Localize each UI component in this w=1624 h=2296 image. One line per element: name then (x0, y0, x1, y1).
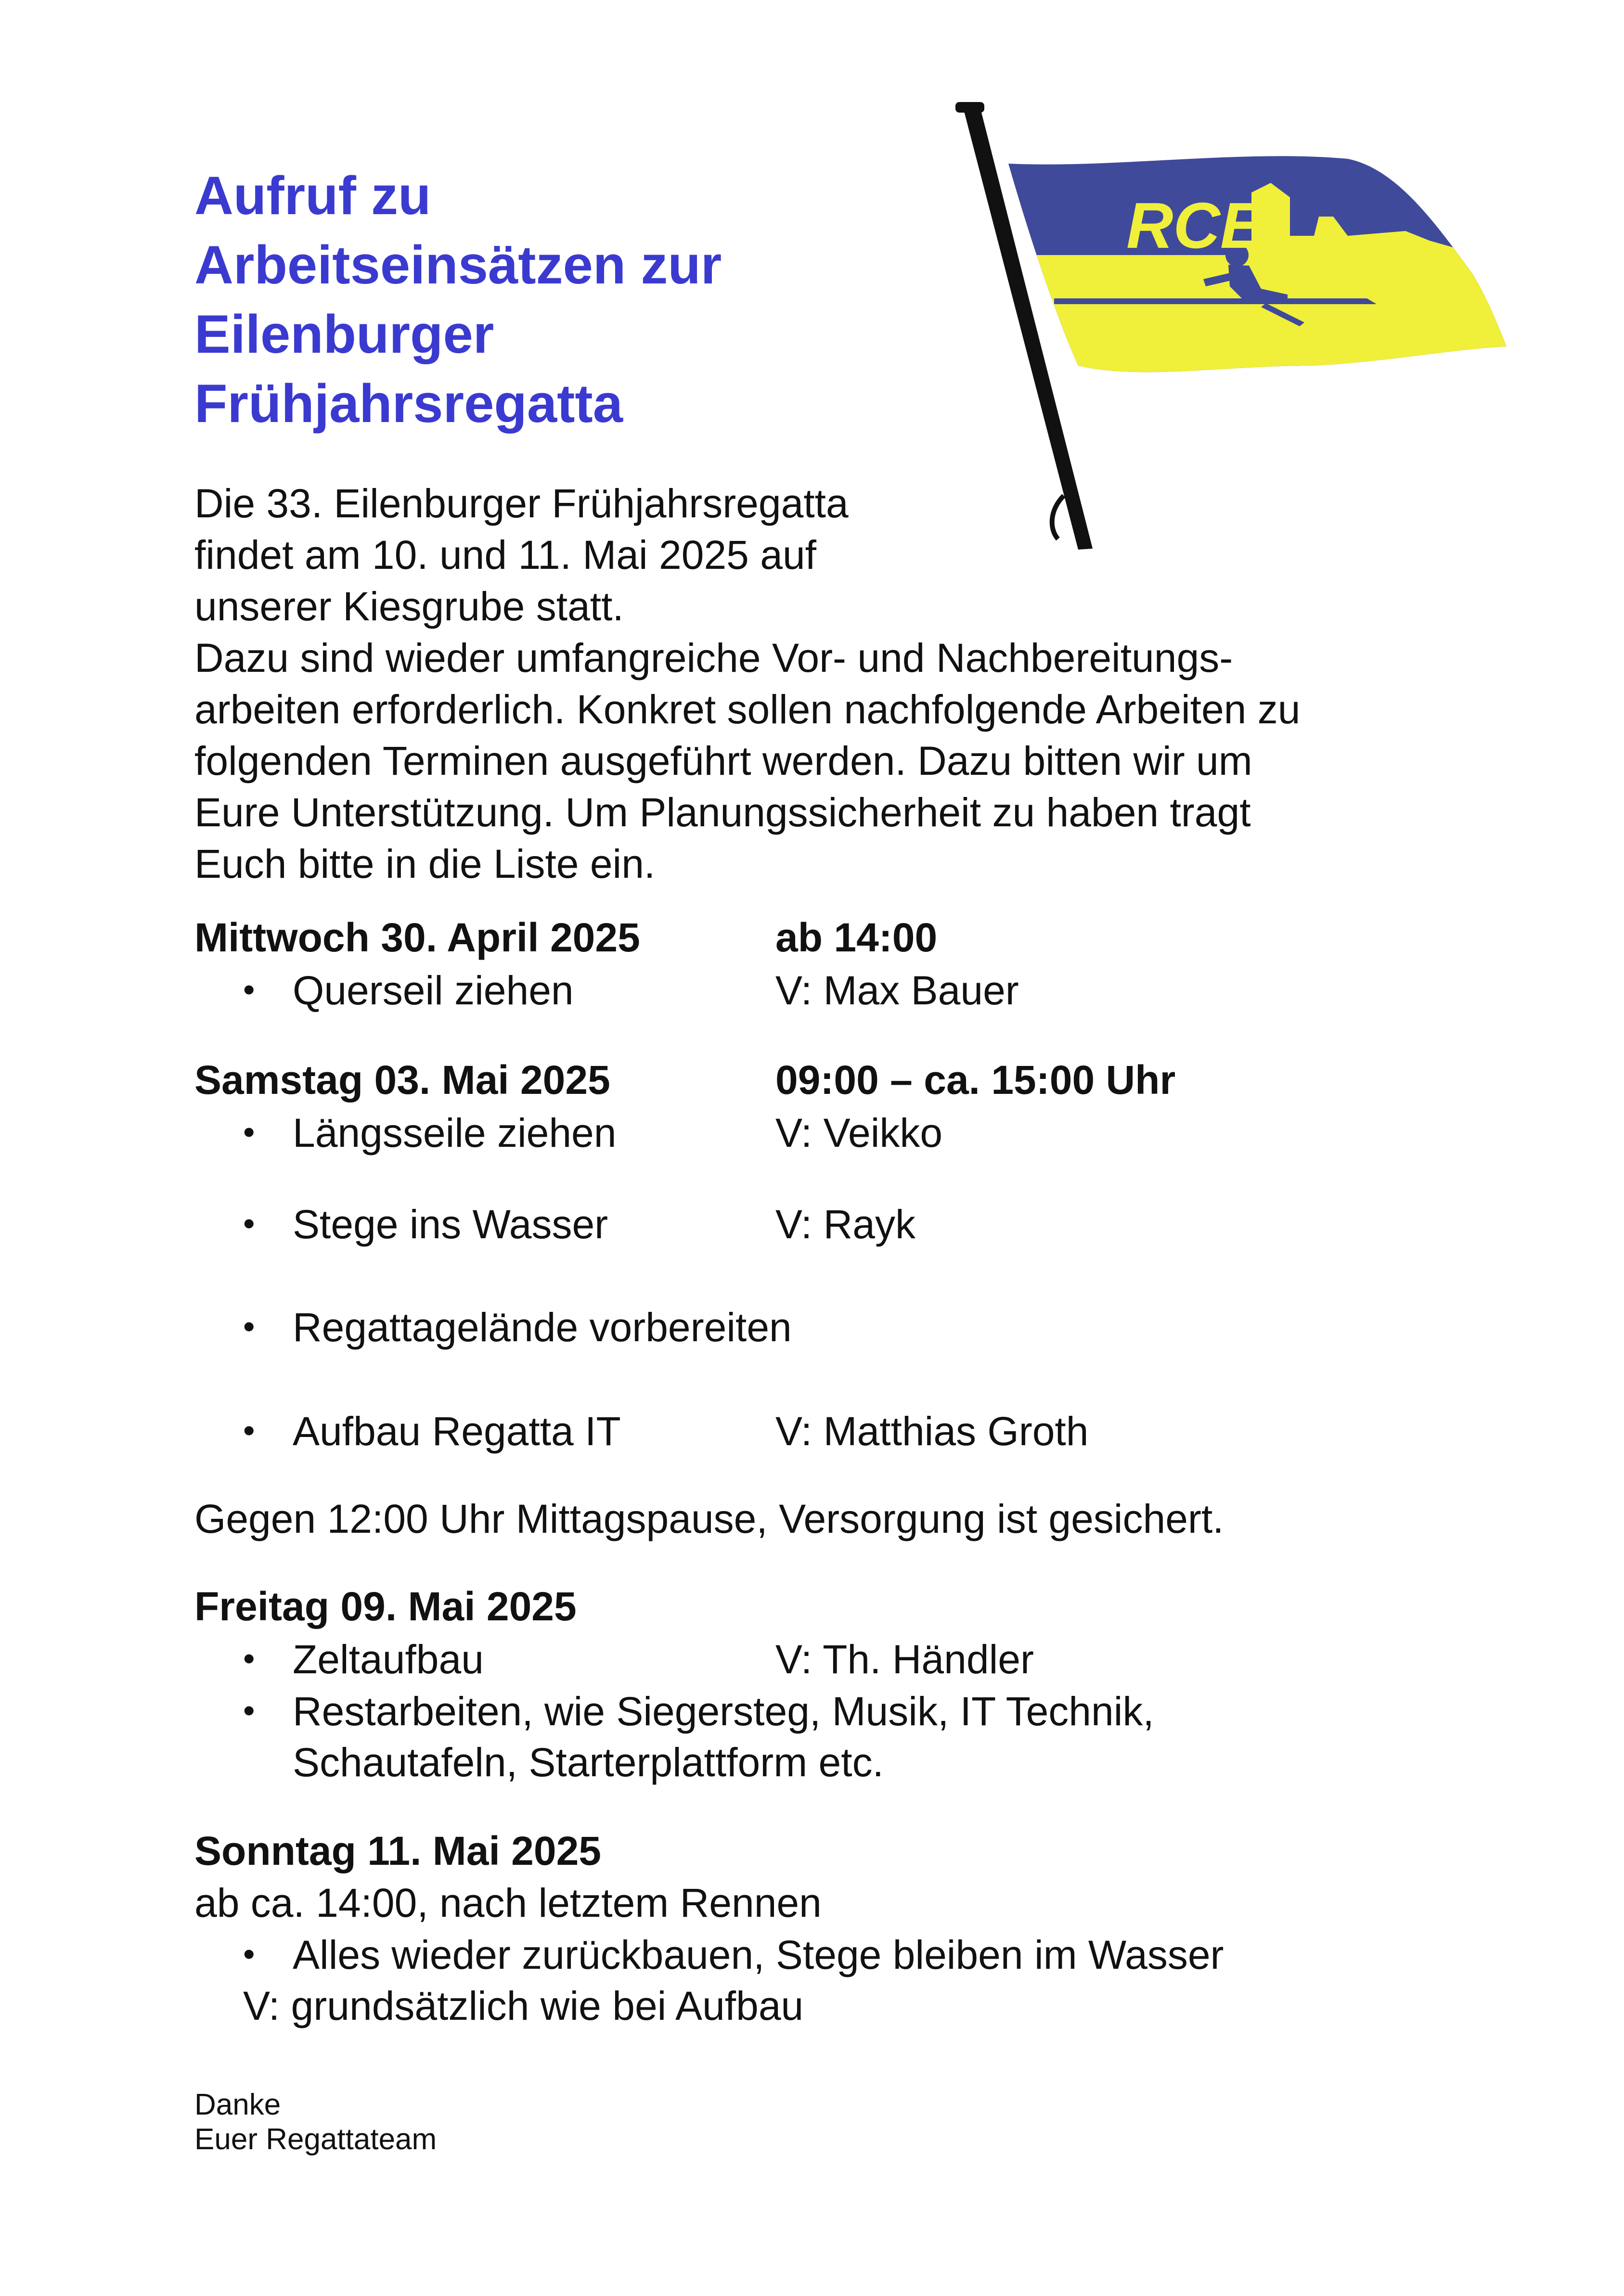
freitag-task-2-line-2: Schautafeln, Starterplattform etc. (293, 1740, 884, 1785)
samstag-task-1: Längsseile ziehen (293, 1110, 617, 1155)
samstag-note: Gegen 12:00 Uhr Mittagspause, Versorgung ist gesichert. (194, 1496, 1224, 1541)
title-line-4: Frühjahrsregatta (194, 373, 623, 434)
bullet-icon: • (243, 1205, 255, 1242)
samstag-lead-4: V: Matthias Groth (775, 1409, 1089, 1454)
mittwoch-time: ab 14:00 (775, 915, 938, 960)
freitag-task-2-line-1: Restarbeiten, wie Siegersteg, Musik, IT Technik, (293, 1689, 1154, 1734)
intro-line: folgenden Terminen ausgeführt werden. Dazu bitten wir um (194, 738, 1252, 783)
intro-line: arbeiten erforderlich. Konkret sollen nachfolgende Arbeiten zu (194, 687, 1301, 732)
samstag-task-3: Regattagelände vorbereiten (293, 1305, 792, 1350)
bullet-icon: • (243, 1692, 255, 1729)
intro-paragraph (194, 478, 1446, 890)
intro-line: Euch bitte in die Liste ein. (194, 841, 656, 886)
intro-line: Dazu sind wieder umfangreiche Vor- und Nachbereitungs- (194, 635, 1233, 680)
mittwoch-date: Mittwoch 30. April 2025 (194, 915, 640, 960)
sonntag-time: ab ca. 14:00, nach letztem Rennen (194, 1880, 822, 1925)
sonntag-task-1: Alles wieder zurückbauen, Stege bleiben im Wasser (293, 1932, 1224, 1977)
closing-thanks: Danke (194, 2088, 281, 2121)
freitag-date: Freitag 09. Mai 2025 (194, 1584, 577, 1629)
freitag-task-1: Zeltaufbau (293, 1637, 484, 1682)
title-line-3: Eilenburger (194, 304, 494, 364)
bullet-icon: • (243, 1411, 255, 1449)
samstag-lead-2: V: Rayk (775, 1202, 915, 1247)
bullet-icon: • (243, 1935, 255, 1973)
bullet-icon: • (243, 1113, 255, 1151)
samstag-time: 09:00 – ca. 15:00 Uhr (775, 1057, 1176, 1103)
mittwoch-lead-1: V: Max Bauer (775, 968, 1019, 1013)
bullet-icon: • (243, 1308, 255, 1345)
sonntag-lead-1: V: grundsätzlich wie bei Aufbau (243, 1983, 804, 2028)
intro-line: findet am 10. und 11. Mai 2025 auf (194, 532, 816, 577)
closing-team: Euer Regattateam (194, 2123, 437, 2156)
bullet-icon: • (243, 1640, 255, 1677)
intro-line: Eure Unterstützung. Um Planungssicherheit zu haben tragt (194, 790, 1251, 835)
samstag-date: Samstag 03. Mai 2025 (194, 1057, 610, 1103)
bullet-icon: • (243, 971, 255, 1008)
logo-text: RCE (1126, 189, 1264, 262)
samstag-task-4: Aufbau Regatta IT (293, 1409, 621, 1454)
mittwoch-task-1: Querseil ziehen (293, 968, 574, 1013)
title-line-2: Arbeitseinsätzen zur (194, 235, 722, 295)
sonntag-date: Sonntag 11. Mai 2025 (194, 1828, 602, 1873)
intro-line: unserer Kiesgrube statt. (194, 584, 624, 629)
page-title (194, 161, 916, 438)
samstag-lead-1: V: Veikko (775, 1110, 943, 1155)
samstag-task-2: Stege ins Wasser (293, 1202, 608, 1247)
intro-line: Die 33. Eilenburger Frühjahrsregatta (194, 481, 849, 526)
freitag-lead-1: V: Th. Händler (775, 1637, 1034, 1682)
title-line-1: Aufruf zu (194, 166, 431, 226)
